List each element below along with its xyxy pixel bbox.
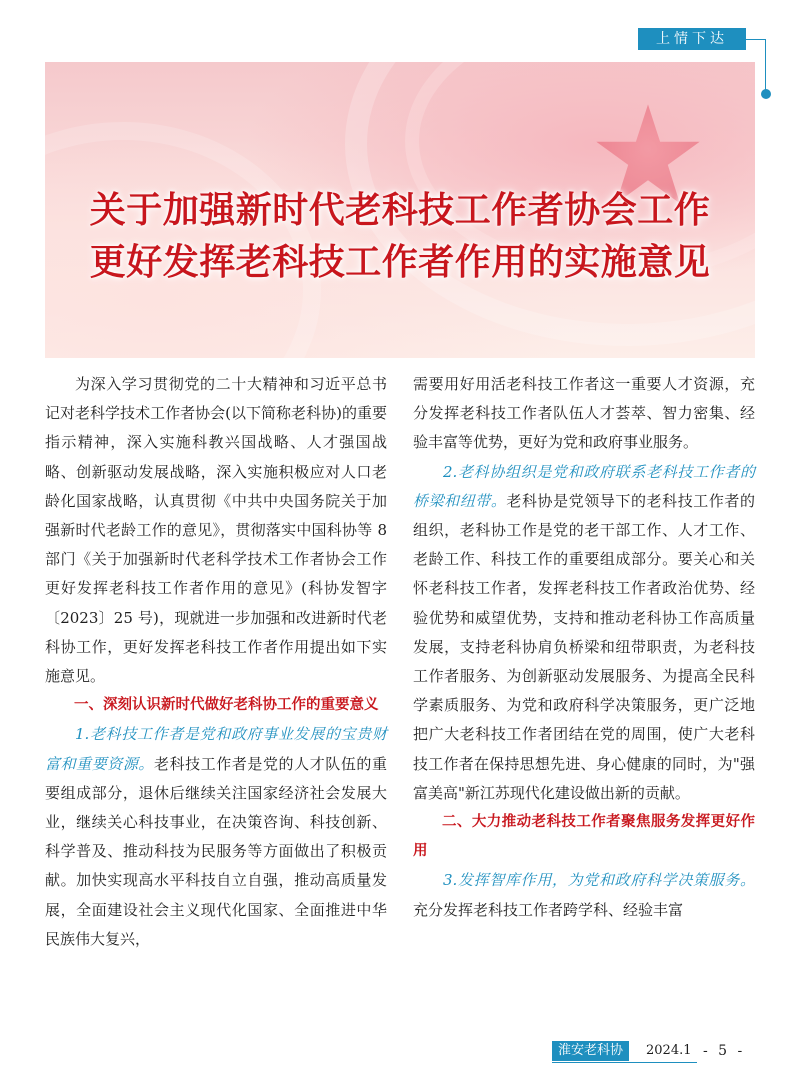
- footer-journal-name: 淮安老科协: [552, 1041, 629, 1061]
- footer-rule: [552, 1062, 697, 1063]
- footer-issue: 2024.1: [646, 1043, 692, 1058]
- paragraph-1: [45, 720, 387, 954]
- paragraph-1-lead: 1.老科技工作者是党和政府事业发展的宝贵财富和重要资源。: [45, 725, 387, 773]
- paragraph-2-lead: 2.老科协组织是党和政府联系老科技工作者的桥梁和纽带。: [413, 462, 755, 510]
- page-number: - 5 -: [703, 1043, 746, 1059]
- paragraph-2-text: 老科协是党领导下的老科技工作者的组织，老科协工作是党的老干部工作、人才工作、老龄工作、科技工作的重要组成部分。要关心和关怀老科技工作者，发挥老科技工作者政治优势、经验优势和威望优势，支持和推动老科协工作高质量发展，支持老科协肩负桥梁和纽带职责，为老科技工作者服务、为创新驱动发展服务、为提高全民科学素质服务、为党和政府科学决策服务，更广泛地把广大老科技工作者团结在党的周围，使广大老科技工作者在保持思想先进、身心健康的同时，为"强富美高"新江苏现代化建设做出新的贡献。: [413, 491, 755, 802]
- paragraph-2: [413, 458, 755, 808]
- title-banner: [45, 62, 755, 358]
- body-column-left: [45, 370, 387, 954]
- article-title-line-2: 更好发挥老科技工作者作用的实施意见: [89, 241, 711, 283]
- article-title-line-1: 关于加强新时代老科技工作者协会工作: [89, 189, 711, 231]
- section-tag: 上情下达: [638, 28, 746, 50]
- section-heading-1: 一、深刻认识新时代做好老科协工作的重要意义: [74, 697, 379, 714]
- body-column-right: [413, 370, 755, 925]
- section-tag-dot: [761, 89, 771, 99]
- paragraph-1-text: 老科技工作者是党的人才队伍的重要组成部分，退休后继续关注国家经济社会发展大业，继续关心科技事业，在决策咨询、科技创新、科学普及、推动科技为民服务等方面做出了积极贡献。加快实现高水平科技自立自强，推动高质量发展，全面建设社会主义现代化国家、全面推进中华民族伟大复兴，: [45, 754, 387, 948]
- section-heading-2: 二、大力推动老科技工作者聚焦服务发挥更好作用: [413, 814, 755, 860]
- paragraph-3-text: 充分发挥老科技工作者跨学科、经验丰富: [413, 900, 684, 919]
- paragraph-3-lead: 3.发挥智库作用，为党和政府科学决策服务。: [443, 871, 755, 890]
- paragraph-1-continued: 需要用好用活老科技工作者这一重要人才资源，充分发挥老科技工作者队伍人才荟萃、智力密集、经验丰富等优势，更好为党和政府事业服务。: [413, 375, 755, 452]
- intro-paragraph: 为深入学习贯彻党的二十大精神和习近平总书记对老科学技术工作者协会(以下简称老科协)的重要指示精神，深入实施科教兴国战略、人才强国战略、创新驱动发展战略，深入实施积极应对人口老龄化国家战略，认真贯彻《中共中央国务院关于加强新时代老龄工作的意见》，贯彻落实中国科协等 8 部门《关于加强新时代老科学技术工作者协会工作更好发挥老科技工作者作用的意见》(科协发智字〔2023〕25 号)，现就进一步加强和改进新时代老科协工作，更好发挥老科技工作者作用提出如下实施意见。: [45, 375, 387, 686]
- paragraph-3: [413, 866, 755, 924]
- article-title: [45, 184, 755, 288]
